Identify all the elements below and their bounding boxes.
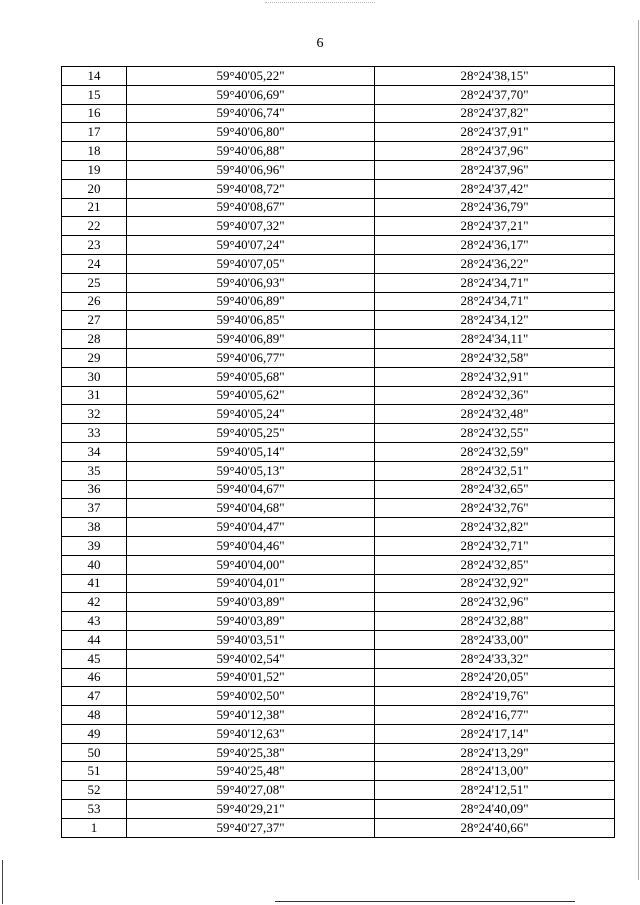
latitude-cell: 59°40'03,89": [127, 593, 375, 612]
longitude-cell: 28°24'33,00": [375, 630, 615, 649]
latitude-cell: 59°40'07,24": [127, 236, 375, 255]
longitude-cell: 28°24'32,92": [375, 574, 615, 593]
point-number-cell: 38: [62, 518, 127, 537]
table-row: [62, 518, 615, 537]
longitude-cell: 28°24'37,21": [375, 217, 615, 236]
latitude-cell: 59°40'29,21": [127, 800, 375, 819]
table-row: [62, 424, 615, 443]
longitude-cell: 28°24'12,51": [375, 781, 615, 800]
point-number-cell: 30: [62, 367, 127, 386]
page-number: 6: [316, 36, 324, 51]
longitude-cell: 28°24'32,91": [375, 367, 615, 386]
table-row: [62, 67, 615, 86]
table-row: [62, 160, 615, 179]
point-number-cell: 37: [62, 499, 127, 518]
point-number-cell: 35: [62, 461, 127, 480]
latitude-cell: 59°40'06,80": [127, 123, 375, 142]
point-number-cell: 27: [62, 311, 127, 330]
table-row: [62, 405, 615, 424]
point-number-cell: 21: [62, 198, 127, 217]
scan-edge-bottom: [275, 901, 575, 902]
table-row: [62, 123, 615, 142]
latitude-cell: 59°40'04,01": [127, 574, 375, 593]
table-row: [62, 593, 615, 612]
latitude-cell: 59°40'06,93": [127, 273, 375, 292]
latitude-cell: 59°40'25,48": [127, 762, 375, 781]
latitude-cell: 59°40'04,67": [127, 480, 375, 499]
table-row: [62, 743, 615, 762]
latitude-cell: 59°40'05,68": [127, 367, 375, 386]
latitude-cell: 59°40'08,72": [127, 179, 375, 198]
longitude-cell: 28°24'34,71": [375, 273, 615, 292]
table-row: [62, 724, 615, 743]
point-number-cell: 50: [62, 743, 127, 762]
latitude-cell: 59°40'06,89": [127, 330, 375, 349]
point-number-cell: 48: [62, 706, 127, 725]
latitude-cell: 59°40'01,52": [127, 668, 375, 687]
table-row: [62, 668, 615, 687]
latitude-cell: 59°40'25,38": [127, 743, 375, 762]
point-number-cell: 53: [62, 800, 127, 819]
longitude-cell: 28°24'32,65": [375, 480, 615, 499]
longitude-cell: 28°24'40,66": [375, 818, 615, 837]
point-number-cell: 31: [62, 386, 127, 405]
table-row: [62, 461, 615, 480]
point-number-cell: 41: [62, 574, 127, 593]
longitude-cell: 28°24'37,82": [375, 104, 615, 123]
longitude-cell: 28°24'37,96": [375, 160, 615, 179]
coordinates-table: [61, 66, 615, 838]
table-row: [62, 236, 615, 255]
point-number-cell: 40: [62, 555, 127, 574]
point-number-cell: 46: [62, 668, 127, 687]
point-number-cell: 49: [62, 724, 127, 743]
latitude-cell: 59°40'03,89": [127, 612, 375, 631]
point-number-cell: 43: [62, 612, 127, 631]
point-number-cell: 22: [62, 217, 127, 236]
latitude-cell: 59°40'04,68": [127, 499, 375, 518]
table-row: [62, 330, 615, 349]
longitude-cell: 28°24'32,76": [375, 499, 615, 518]
longitude-cell: 28°24'32,59": [375, 442, 615, 461]
table-row: [62, 762, 615, 781]
table-row: [62, 649, 615, 668]
latitude-cell: 59°40'06,96": [127, 160, 375, 179]
latitude-cell: 59°40'06,89": [127, 292, 375, 311]
latitude-cell: 59°40'05,24": [127, 405, 375, 424]
table-row: [62, 818, 615, 837]
point-number-cell: 26: [62, 292, 127, 311]
table-row: [62, 706, 615, 725]
table-row: [62, 179, 615, 198]
latitude-cell: 59°40'05,25": [127, 424, 375, 443]
longitude-cell: 28°24'32,58": [375, 348, 615, 367]
point-number-cell: 36: [62, 480, 127, 499]
point-number-cell: 34: [62, 442, 127, 461]
longitude-cell: 28°24'20,05": [375, 668, 615, 687]
longitude-cell: 28°24'36,17": [375, 236, 615, 255]
point-number-cell: 15: [62, 85, 127, 104]
point-number-cell: 18: [62, 142, 127, 161]
scan-edge-left: [2, 860, 3, 904]
latitude-cell: 59°40'07,05": [127, 254, 375, 273]
point-number-cell: 52: [62, 781, 127, 800]
point-number-cell: 25: [62, 273, 127, 292]
longitude-cell: 28°24'13,00": [375, 762, 615, 781]
table-row: [62, 574, 615, 593]
table-row: [62, 386, 615, 405]
table-row: [62, 273, 615, 292]
table-row: [62, 800, 615, 819]
longitude-cell: 28°24'37,96": [375, 142, 615, 161]
scan-edge-right: [638, 20, 639, 880]
table-row: [62, 442, 615, 461]
point-number-cell: 16: [62, 104, 127, 123]
point-number-cell: 1: [62, 818, 127, 837]
table-row: [62, 85, 615, 104]
scan-edge-top: [265, 2, 375, 3]
table-row: [62, 367, 615, 386]
point-number-cell: 19: [62, 160, 127, 179]
point-number-cell: 14: [62, 67, 127, 86]
table-row: [62, 217, 615, 236]
longitude-cell: 28°24'34,11": [375, 330, 615, 349]
table-row: [62, 311, 615, 330]
longitude-cell: 28°24'32,55": [375, 424, 615, 443]
latitude-cell: 59°40'06,85": [127, 311, 375, 330]
longitude-cell: 28°24'17,14": [375, 724, 615, 743]
point-number-cell: 29: [62, 348, 127, 367]
longitude-cell: 28°24'13,29": [375, 743, 615, 762]
point-number-cell: 28: [62, 330, 127, 349]
point-number-cell: 24: [62, 254, 127, 273]
longitude-cell: 28°24'32,96": [375, 593, 615, 612]
longitude-cell: 28°24'32,71": [375, 536, 615, 555]
point-number-cell: 47: [62, 687, 127, 706]
longitude-cell: 28°24'32,88": [375, 612, 615, 631]
point-number-cell: 32: [62, 405, 127, 424]
longitude-cell: 28°24'37,91": [375, 123, 615, 142]
longitude-cell: 28°24'19,76": [375, 687, 615, 706]
latitude-cell: 59°40'12,63": [127, 724, 375, 743]
latitude-cell: 59°40'27,37": [127, 818, 375, 837]
table-row: [62, 142, 615, 161]
longitude-cell: 28°24'32,51": [375, 461, 615, 480]
point-number-cell: 51: [62, 762, 127, 781]
point-number-cell: 23: [62, 236, 127, 255]
latitude-cell: 59°40'06,74": [127, 104, 375, 123]
point-number-cell: 42: [62, 593, 127, 612]
longitude-cell: 28°24'33,32": [375, 649, 615, 668]
longitude-cell: 28°24'32,48": [375, 405, 615, 424]
longitude-cell: 28°24'37,70": [375, 85, 615, 104]
point-number-cell: 17: [62, 123, 127, 142]
latitude-cell: 59°40'05,14": [127, 442, 375, 461]
table-row: [62, 630, 615, 649]
longitude-cell: 28°24'37,42": [375, 179, 615, 198]
latitude-cell: 59°40'03,51": [127, 630, 375, 649]
latitude-cell: 59°40'06,77": [127, 348, 375, 367]
latitude-cell: 59°40'08,67": [127, 198, 375, 217]
latitude-cell: 59°40'04,47": [127, 518, 375, 537]
latitude-cell: 59°40'07,32": [127, 217, 375, 236]
latitude-cell: 59°40'05,13": [127, 461, 375, 480]
table-row: [62, 687, 615, 706]
table-row: [62, 536, 615, 555]
table-row: [62, 499, 615, 518]
latitude-cell: 59°40'02,54": [127, 649, 375, 668]
table-row: [62, 348, 615, 367]
longitude-cell: 28°24'34,71": [375, 292, 615, 311]
longitude-cell: 28°24'40,09": [375, 800, 615, 819]
longitude-cell: 28°24'32,82": [375, 518, 615, 537]
point-number-cell: 33: [62, 424, 127, 443]
latitude-cell: 59°40'12,38": [127, 706, 375, 725]
longitude-cell: 28°24'32,85": [375, 555, 615, 574]
longitude-cell: 28°24'16,77": [375, 706, 615, 725]
table-row: [62, 198, 615, 217]
latitude-cell: 59°40'04,00": [127, 555, 375, 574]
point-number-cell: 45: [62, 649, 127, 668]
latitude-cell: 59°40'06,88": [127, 142, 375, 161]
table-row: [62, 292, 615, 311]
longitude-cell: 28°24'36,22": [375, 254, 615, 273]
table-row: [62, 254, 615, 273]
table-row: [62, 555, 615, 574]
table-row: [62, 781, 615, 800]
point-number-cell: 44: [62, 630, 127, 649]
latitude-cell: 59°40'05,22": [127, 67, 375, 86]
coordinates-table-body: [62, 67, 615, 838]
latitude-cell: 59°40'02,50": [127, 687, 375, 706]
table-row: [62, 612, 615, 631]
point-number-cell: 20: [62, 179, 127, 198]
table-row: [62, 104, 615, 123]
longitude-cell: 28°24'36,79": [375, 198, 615, 217]
longitude-cell: 28°24'34,12": [375, 311, 615, 330]
table-row: [62, 480, 615, 499]
latitude-cell: 59°40'27,08": [127, 781, 375, 800]
latitude-cell: 59°40'04,46": [127, 536, 375, 555]
point-number-cell: 39: [62, 536, 127, 555]
latitude-cell: 59°40'06,69": [127, 85, 375, 104]
latitude-cell: 59°40'05,62": [127, 386, 375, 405]
longitude-cell: 28°24'32,36": [375, 386, 615, 405]
longitude-cell: 28°24'38,15": [375, 67, 615, 86]
